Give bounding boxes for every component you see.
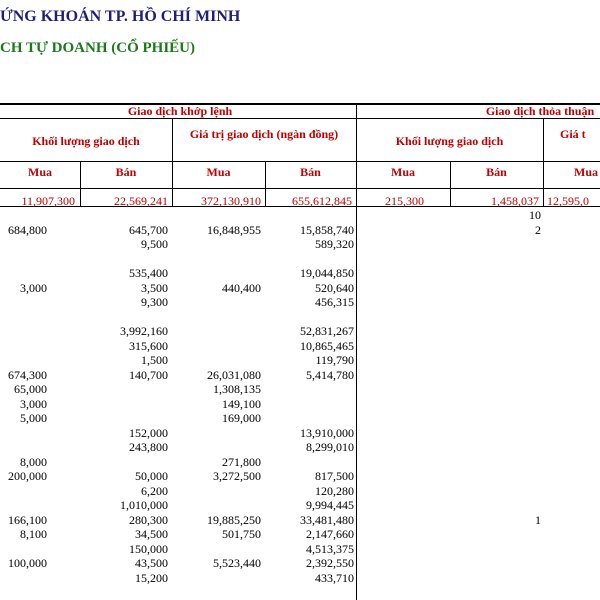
cell-sell-value: 10,865,465 [300, 338, 354, 353]
cell-buy-volume: 65,000 [14, 382, 47, 396]
cell-sell-value: 33,481,480 [300, 512, 354, 527]
cell-sell-volume: 1,500 [141, 353, 168, 367]
cell-sell-volume: 645,700 [129, 222, 168, 237]
cell-sell-volume: 43,500 [135, 556, 168, 570]
total-sell-volume-negotiated: 1,458,037 [491, 194, 539, 208]
cell-neg-sell-volume: 2 [535, 222, 541, 237]
cell-sell-value: 8,299,010 [306, 440, 354, 454]
cell-sell-value: 456,315 [315, 295, 354, 309]
cell-sell-value: 520,640 [315, 280, 354, 295]
cell-sell-volume: 535,400 [129, 266, 168, 280]
cell-sell-volume: 9,500 [141, 237, 168, 251]
cell-buy-value: 501,750 [222, 527, 261, 541]
total-sell-volume: 22,569,241 [114, 194, 168, 208]
header-volume-negotiated: Khối lượng giao dịch [395, 134, 504, 148]
cell-sell-value: 5,414,780 [306, 367, 354, 382]
cell-sell-value: 120,280 [315, 483, 354, 498]
header-buy: Mua [28, 165, 52, 179]
cell-sell-value: 19,044,850 [300, 266, 354, 280]
cell-sell-value: 4,513,375 [306, 541, 354, 556]
total-buy-volume-negotiated: 215,300 [385, 194, 424, 208]
cell-buy-value: 1,308,135 [213, 382, 261, 396]
cell-buy-value: 5,523,440 [213, 556, 261, 570]
cell-sell-volume: 3,992,160 [120, 324, 168, 338]
cell-buy-value: 149,100 [222, 396, 261, 411]
header-sell: Bán [300, 165, 321, 179]
cell-sell-value: 119,790 [315, 353, 354, 367]
cell-sell-volume: 9,300 [141, 295, 168, 309]
cell-sell-value: 817,500 [315, 469, 354, 483]
cell-sell-value: 433,710 [315, 570, 354, 585]
cell-buy-volume: 8,000 [20, 454, 47, 469]
report-subtitle: CH TỰ DOANH (CỔ PHIẾU) [0, 40, 195, 56]
total-buy-volume: 11,907,300 [21, 194, 75, 208]
cell-neg-sell-volume: 1 [535, 512, 541, 527]
header-buy: Mua [574, 165, 598, 179]
cell-sell-volume: 280,300 [129, 512, 168, 527]
cell-sell-value: 2,147,660 [306, 527, 354, 541]
cell-sell-volume: 15,200 [135, 570, 168, 585]
cell-buy-value: 19,885,250 [207, 512, 261, 527]
cell-sell-value: 13,910,000 [300, 425, 354, 440]
cell-buy-volume: 166,100 [8, 512, 47, 527]
report-title: ỨNG KHOÁN TP. HỒ CHÍ MINH [0, 8, 241, 25]
cell-sell-volume: 3,500 [141, 280, 168, 295]
cell-sell-volume: 243,800 [129, 440, 168, 454]
cell-sell-volume: 34,500 [135, 527, 168, 541]
cell-buy-volume: 5,000 [20, 411, 47, 425]
cell-sell-volume: 315,600 [129, 338, 168, 353]
header-sell: Bán [115, 165, 137, 179]
cell-buy-volume: 8,100 [20, 527, 47, 541]
cell-sell-volume: 152,000 [129, 425, 168, 440]
header-sell: Bán [486, 165, 507, 179]
total-sell-value: 655,612,845 [292, 194, 352, 208]
cell-sell-volume: 50,000 [135, 469, 168, 483]
cell-sell-value: 9,994,445 [306, 498, 354, 512]
cell-buy-volume: 674,300 [8, 367, 47, 382]
cell-buy-value: 271,800 [222, 454, 261, 469]
header-volume-matched: Khối lượng giao dịch [32, 134, 140, 148]
cell-buy-volume: 684,800 [8, 222, 47, 237]
total-buy-value: 372,130,910 [201, 194, 261, 208]
cell-buy-value: 440,400 [222, 280, 261, 295]
header-buy: Mua [206, 165, 231, 179]
header-buy: Mua [391, 165, 415, 179]
header-value-negotiated: Giá t [560, 127, 586, 141]
cell-sell-volume: 150,000 [129, 541, 168, 556]
cell-sell-volume: 6,200 [141, 483, 168, 498]
cell-buy-value: 169,000 [222, 411, 261, 425]
cell-buy-value: 3,272,500 [213, 469, 261, 483]
cell-neg-sell-volume: 10 [529, 208, 541, 222]
cell-buy-volume: 200,000 [8, 469, 47, 483]
cell-buy-volume: 100,000 [8, 556, 47, 570]
cell-buy-volume: 3,000 [20, 280, 47, 295]
cell-sell-value: 15,858,740 [300, 222, 354, 237]
cell-buy-value: 16,848,955 [207, 222, 261, 237]
cell-buy-value: 26,031,080 [207, 367, 261, 382]
group-header-matched: Giao dịch khớp lệnh [127, 104, 233, 118]
cell-sell-value: 2,392,550 [306, 556, 354, 570]
group-header-negotiated: Giao dịch thỏa thuận [485, 104, 595, 118]
cell-sell-value: 589,320 [315, 237, 354, 251]
cell-buy-volume: 3,000 [20, 396, 47, 411]
cell-sell-value: 52,831,267 [300, 324, 354, 338]
cell-sell-volume: 140,700 [129, 367, 168, 382]
header-value-matched: Giá trị giao dịch (ngàn đồng) [189, 127, 339, 141]
total-buy-value-negotiated: 12,595,0 [547, 194, 589, 208]
cell-sell-volume: 1,010,000 [120, 498, 168, 512]
